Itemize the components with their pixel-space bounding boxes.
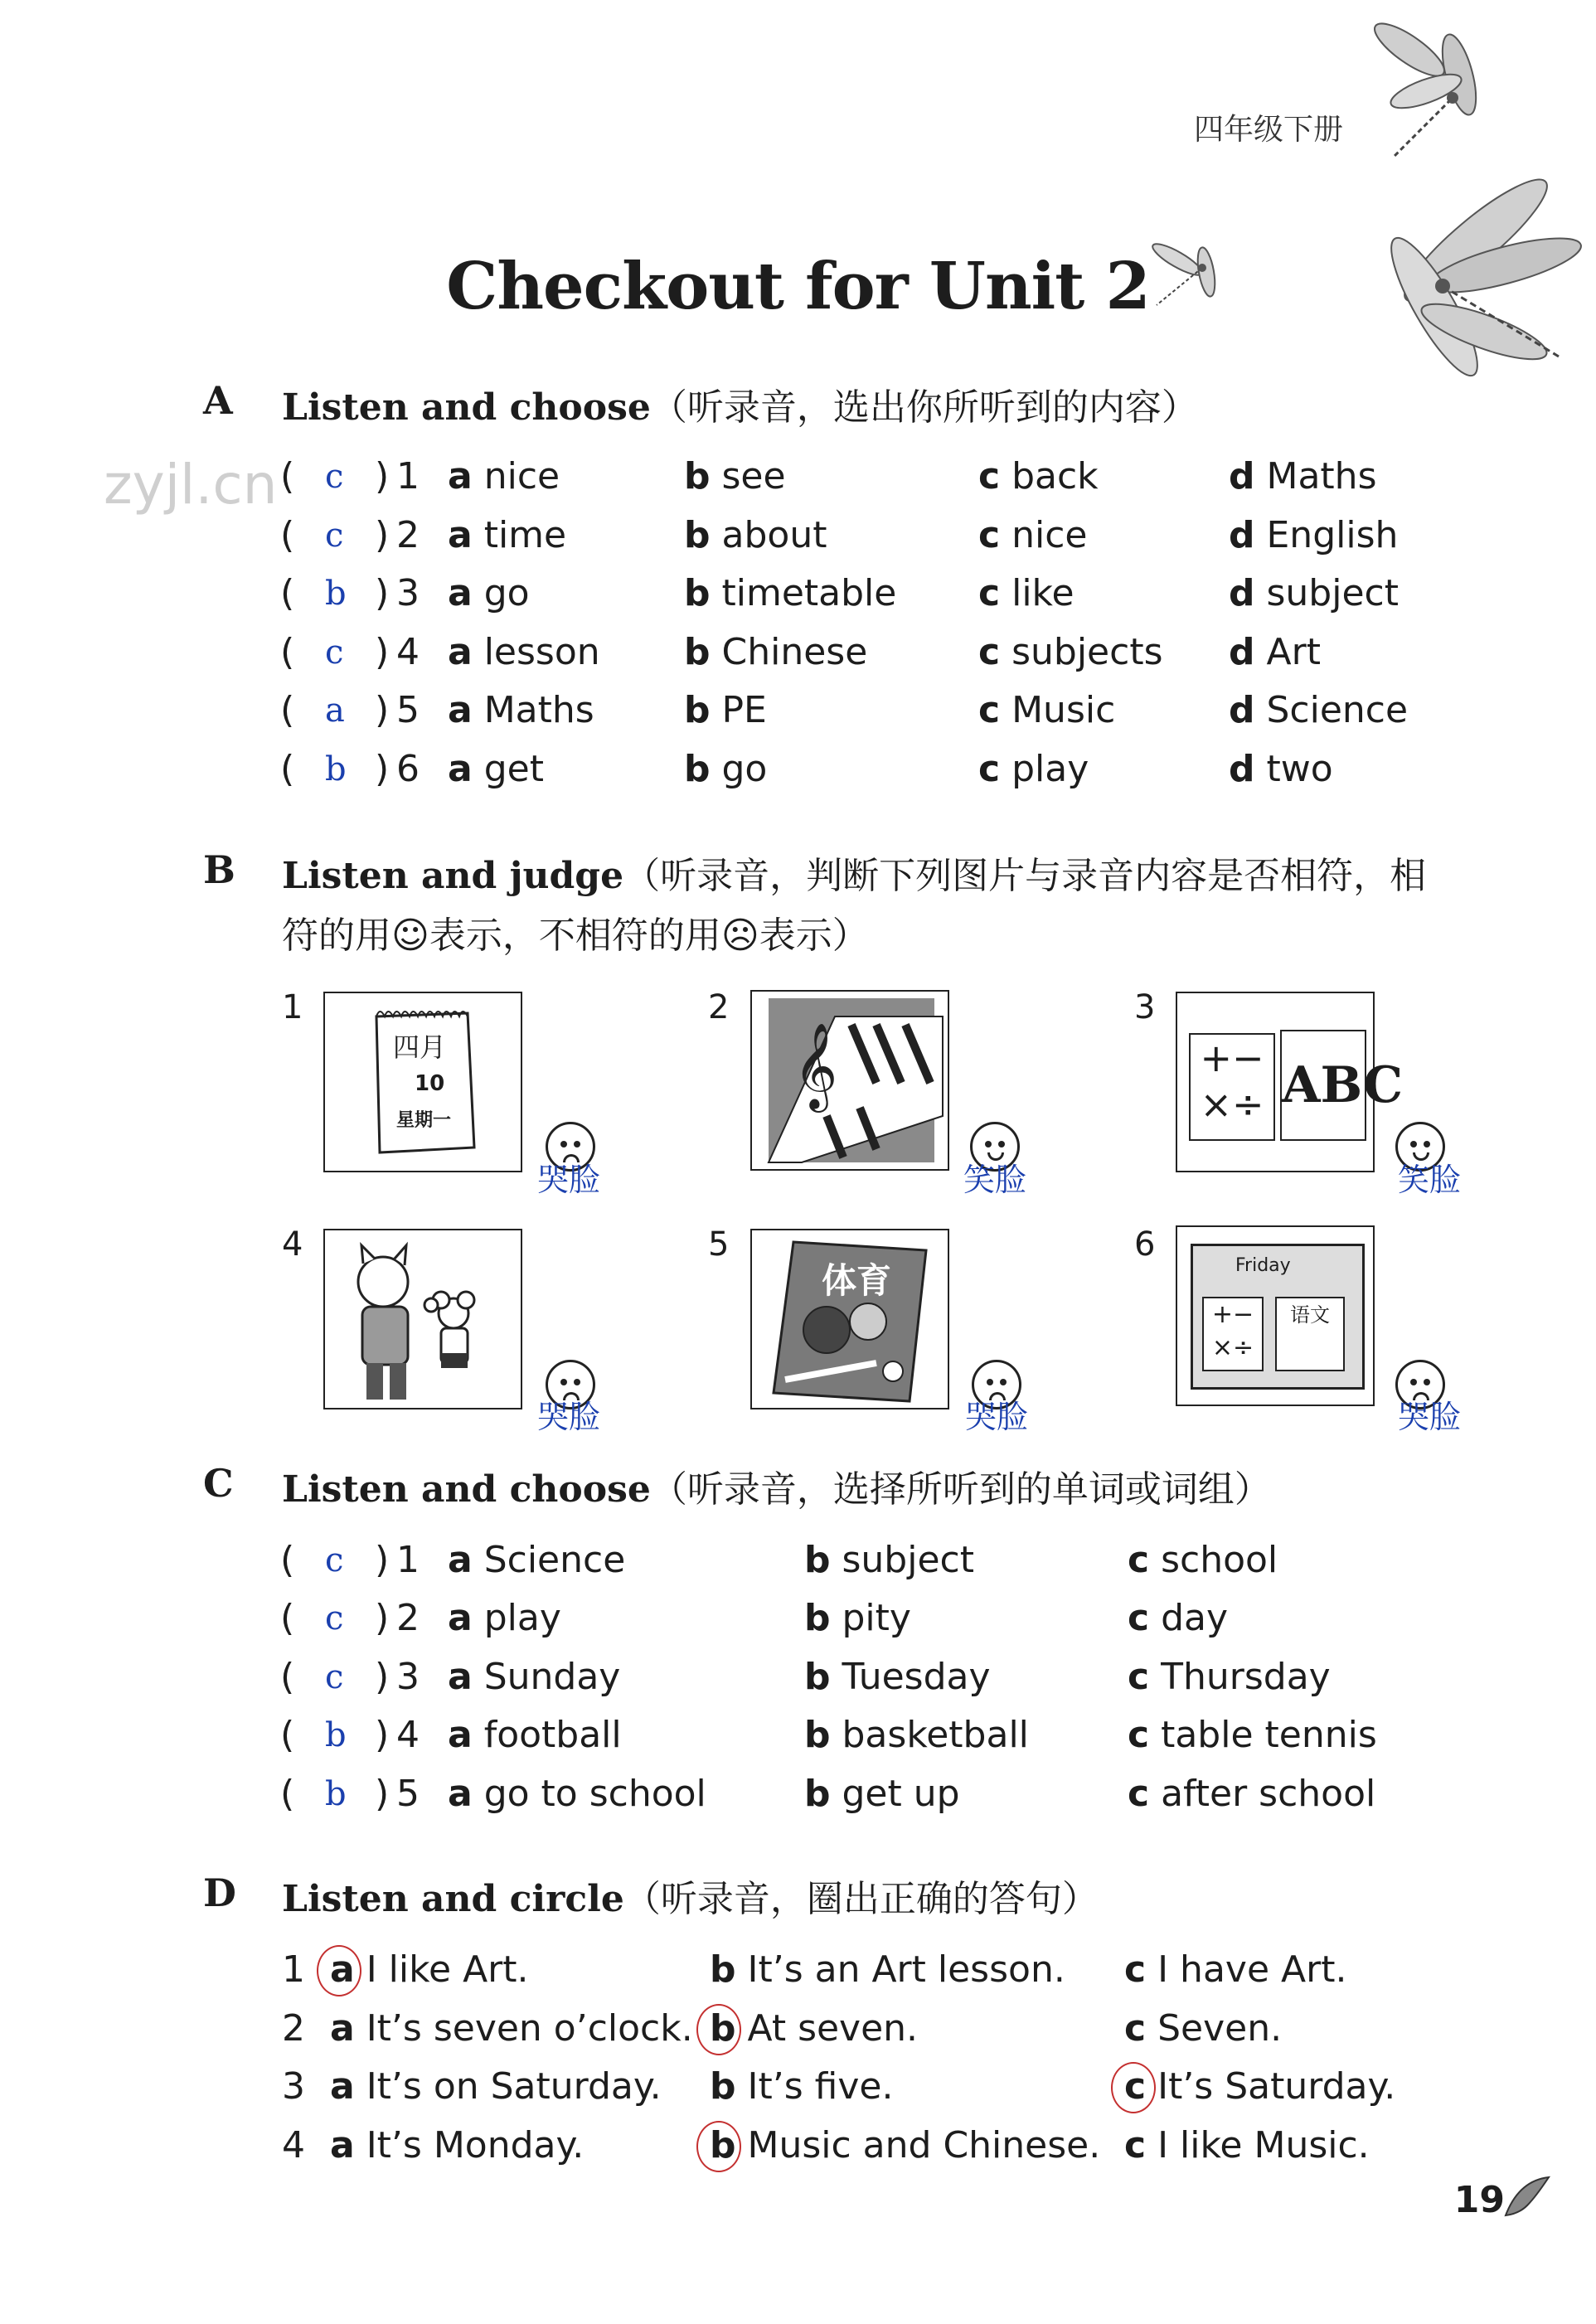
option-text: time [483, 513, 567, 556]
option-c [1128, 1536, 1278, 1585]
option-d [1229, 686, 1408, 735]
option-d [1229, 569, 1399, 619]
section-d-title-en: Listen and circle [282, 1878, 624, 1920]
option-letter: a [330, 2123, 355, 2166]
option-text: It’s on Saturday. [366, 2065, 662, 2108]
paren-open: ( [280, 1539, 295, 1581]
option-text: I have Art. [1157, 1948, 1347, 1991]
option-letter: b [684, 748, 711, 790]
option-c [978, 628, 1163, 677]
picture-cat-mouse [323, 1229, 522, 1409]
question-row [0, 569, 1596, 619]
paren-open: ( [280, 513, 295, 556]
option-letter: a [330, 1948, 355, 1991]
option-text: football [483, 1714, 622, 1757]
option-letter: a [448, 1714, 473, 1757]
timetable-day: Friday [1235, 1255, 1291, 1276]
section-c-title-zh: （听录音，选择所听到的单词或词组） [650, 1468, 1271, 1511]
option-text: It’s five. [747, 2065, 894, 2108]
paren-open: ( [280, 748, 295, 790]
abc-letters-card: ABC [1280, 1030, 1366, 1141]
option-letter: a [448, 572, 473, 615]
paren-open: ( [280, 689, 295, 732]
option-a [448, 1710, 622, 1760]
question-row [0, 511, 1596, 560]
option-letter: d [1229, 455, 1255, 497]
option-text: subject [842, 1539, 974, 1581]
option-letter: a [448, 1539, 473, 1581]
answer-letter: b [325, 1774, 347, 1813]
paren-close: ) [375, 1714, 390, 1757]
option-d [1229, 452, 1377, 502]
face-label-3: 笑脸 [1398, 1162, 1462, 1198]
section-d-title [282, 1869, 1099, 1922]
option-text: subject [1266, 572, 1399, 615]
face-label-5: 哭脸 [965, 1399, 1029, 1435]
question-number: 2 [282, 2006, 305, 2050]
option-text: get up [842, 1772, 960, 1815]
option-b [684, 511, 827, 560]
paren-open: ( [280, 1714, 295, 1757]
option-c [978, 511, 1087, 560]
option-text: play [483, 1597, 561, 1640]
option-letter: a [448, 1655, 473, 1698]
answer-letter: c [325, 1657, 344, 1696]
piano-music-icon [752, 992, 948, 1169]
option-c [1124, 2062, 1395, 2112]
option-letter: c [1124, 1948, 1147, 1991]
option-letter: d [1229, 630, 1255, 673]
section-b-title-line2: 符的用☺表示，不相符的用☹表示） [282, 915, 869, 957]
section-d-letter: D [203, 1870, 236, 1915]
picture-friday-timetable [1176, 1225, 1375, 1406]
option-text: It’s Monday. [366, 2123, 585, 2166]
question-row [0, 2004, 1596, 2054]
answer-letter: c [325, 458, 344, 496]
option-b [710, 2062, 893, 2112]
face-label-6: 哭脸 [1398, 1399, 1462, 1435]
option-letter: c [978, 572, 1001, 615]
math-signs-card: +− ×÷ [1189, 1033, 1275, 1141]
option-letter: b [684, 689, 711, 732]
question-number: 4 [396, 630, 420, 673]
option-text: It’s seven o’clock. [366, 2006, 693, 2050]
option-letter: c [978, 513, 1001, 556]
pe-book-title: 体育 [822, 1260, 892, 1301]
option-text: lesson [483, 630, 600, 673]
option-a [448, 1536, 625, 1585]
option-text: nice [1011, 513, 1088, 556]
option-letter: b [710, 2123, 736, 2166]
paren-close: ) [375, 630, 390, 673]
option-letter: c [1128, 1714, 1150, 1757]
question-number: 3 [282, 2065, 305, 2108]
option-letter: c [1128, 1539, 1150, 1581]
section-b-title-zh-1: （听录音，判断下列图片与录音内容是否相符，相 [623, 855, 1427, 897]
question-row [0, 2062, 1596, 2112]
section-b-title [282, 846, 1426, 899]
option-text: two [1266, 748, 1333, 790]
answer-circle [696, 2004, 741, 2055]
answer-letter: b [325, 575, 347, 614]
question-row [0, 1536, 1596, 1585]
picture-maths-english [1176, 992, 1404, 1172]
paren-close: ) [375, 1655, 390, 1698]
answer-letter: c [325, 516, 344, 555]
option-text: At seven. [747, 2006, 919, 2050]
option-letter: a [448, 1772, 473, 1815]
option-letter: b [804, 1655, 831, 1698]
option-b [804, 1769, 960, 1819]
answer-letter: c [325, 1541, 344, 1579]
option-a [448, 628, 600, 677]
option-letter: b [684, 630, 711, 673]
question-row [0, 1769, 1596, 1819]
option-letter: b [710, 2006, 736, 2050]
answer-circle [696, 2121, 741, 2172]
option-text: play [1011, 748, 1089, 790]
answer-circle [317, 1945, 361, 1997]
option-a [448, 1769, 706, 1819]
answer-letter: b [325, 750, 347, 788]
paren-close: ) [375, 689, 390, 732]
option-letter: b [804, 1772, 831, 1815]
option-letter: c [1124, 2065, 1147, 2108]
option-text: timetable [721, 572, 897, 615]
question-number: 6 [396, 748, 420, 790]
option-a [448, 745, 544, 794]
paren-close: ) [375, 513, 390, 556]
option-letter: a [448, 513, 473, 556]
question-row [0, 1594, 1596, 1643]
answer-letter: a [325, 691, 345, 730]
question-number: 4 [282, 2123, 305, 2166]
question-number: 2 [396, 513, 420, 556]
picture-number-4: 4 [282, 1225, 303, 1264]
paren-close: ) [375, 455, 390, 497]
picture-pe-book [750, 1229, 949, 1409]
option-letter: d [1229, 689, 1255, 732]
option-letter: d [1229, 572, 1255, 615]
option-letter: c [978, 689, 1001, 732]
paren-open: ( [280, 455, 295, 497]
paren-close: ) [375, 1772, 390, 1815]
paren-close: ) [375, 1539, 390, 1581]
option-text: Maths [483, 689, 594, 732]
option-text: school [1161, 1539, 1278, 1581]
option-text: go [483, 572, 530, 615]
option-letter: b [710, 1948, 736, 1991]
option-a [448, 1652, 620, 1702]
answer-letter: b [325, 1716, 347, 1755]
option-text: Music and Chinese. [747, 2123, 1101, 2166]
option-letter: c [1128, 1772, 1150, 1815]
option-text: Art [1266, 630, 1321, 673]
question-number: 2 [396, 1597, 420, 1640]
calendar-weekday: 星期一 [396, 1110, 452, 1131]
option-d [1229, 511, 1398, 560]
section-d-title-zh: （听录音，圈出正确的答句） [623, 1878, 1099, 1920]
timetable-chinese-card: 语文 [1275, 1297, 1345, 1371]
option-letter: c [1124, 2123, 1147, 2166]
option-text: after school [1161, 1772, 1376, 1815]
option-text: Maths [1266, 455, 1377, 497]
option-c [1128, 1652, 1331, 1702]
option-b [804, 1652, 991, 1702]
picture-calendar [323, 992, 522, 1172]
option-c [1128, 1769, 1375, 1819]
question-row [0, 628, 1596, 677]
picture-number-3: 3 [1134, 988, 1156, 1026]
page-number: 19 [1453, 2179, 1505, 2221]
option-a [448, 569, 530, 619]
face-label-2: 笑脸 [963, 1162, 1027, 1198]
option-letter: c [1128, 1597, 1150, 1640]
option-letter: d [1229, 748, 1255, 790]
option-letter: b [804, 1597, 831, 1640]
question-row [0, 686, 1596, 735]
option-text: Sunday [483, 1655, 621, 1698]
paren-open: ( [280, 1655, 295, 1698]
picture-number-1: 1 [282, 988, 303, 1026]
option-b [684, 569, 896, 619]
option-text: like [1011, 572, 1075, 615]
question-number: 1 [396, 455, 420, 497]
option-letter: b [804, 1539, 831, 1581]
paren-close: ) [375, 1597, 390, 1640]
option-text: PE [721, 689, 767, 732]
leaf-icon [1502, 2172, 1552, 2222]
section-b-letter: B [203, 847, 235, 892]
option-text: back [1011, 455, 1099, 497]
page-title: Checkout for Unit 2 [446, 249, 1150, 324]
question-row [0, 745, 1596, 794]
question-row [0, 1710, 1596, 1760]
option-d [1229, 745, 1333, 794]
option-text: It’s an Art lesson. [747, 1948, 1065, 1991]
option-text: go [721, 748, 768, 790]
option-letter: b [684, 572, 711, 615]
picture-music [750, 990, 949, 1171]
section-c-title-en: Listen and choose [282, 1468, 651, 1511]
paren-open: ( [280, 572, 295, 615]
option-letter: a [448, 630, 473, 673]
question-number: 1 [282, 1948, 305, 1991]
option-letter: c [1128, 1655, 1150, 1698]
option-letter: a [448, 455, 473, 497]
grade-label: 四年级下册 [1194, 113, 1344, 147]
option-b [804, 1536, 974, 1585]
option-letter: b [684, 513, 711, 556]
option-b [684, 686, 767, 735]
option-letter: a [330, 2006, 355, 2050]
option-letter: b [710, 2065, 736, 2108]
section-c-title [282, 1459, 1271, 1512]
option-text: get [483, 748, 544, 790]
option-letter: c [978, 630, 1001, 673]
calendar-day: 10 [415, 1071, 445, 1096]
option-text: go to school [483, 1772, 706, 1815]
option-c [978, 569, 1075, 619]
option-text: see [721, 455, 786, 497]
option-b [684, 628, 867, 677]
paren-open: ( [280, 630, 295, 673]
face-label-4: 哭脸 [537, 1399, 601, 1435]
option-text: nice [483, 455, 560, 497]
question-number: 1 [396, 1539, 420, 1581]
option-text: subjects [1011, 630, 1163, 673]
answer-circle [1111, 2062, 1156, 2113]
paren-open: ( [280, 1772, 295, 1815]
option-a [448, 686, 594, 735]
option-text: day [1161, 1597, 1229, 1640]
paren-close: ) [375, 748, 390, 790]
option-letter: c [978, 455, 1001, 497]
section-a-title-en: Listen and choose [282, 386, 651, 429]
question-row [0, 1945, 1596, 1995]
section-c-letter: C [203, 1461, 234, 1506]
option-a [330, 2004, 693, 2054]
option-text: Thursday [1161, 1655, 1331, 1698]
picture-number-6: 6 [1134, 1225, 1156, 1264]
question-number: 3 [396, 572, 420, 615]
option-c [978, 745, 1089, 794]
option-b [684, 745, 767, 794]
option-text: Tuesday [842, 1655, 991, 1698]
option-b [710, 1945, 1065, 1995]
option-letter: c [1124, 2006, 1147, 2050]
option-letter: a [448, 748, 473, 790]
option-b [804, 1710, 1029, 1760]
option-text: table tennis [1161, 1714, 1377, 1757]
section-b-title-en: Listen and judge [282, 855, 624, 897]
calendar-month: 四月 [393, 1031, 447, 1063]
option-a [330, 2062, 662, 2112]
option-text: Science [1266, 689, 1409, 732]
answer-letter: c [325, 633, 344, 672]
option-text: about [721, 513, 827, 556]
option-a [330, 2121, 584, 2171]
cat-and-mouse-icon [325, 1230, 521, 1408]
option-letter: c [978, 748, 1001, 790]
watermark: zyjl.cn [104, 453, 278, 517]
option-letter: a [448, 1597, 473, 1640]
question-number: 4 [396, 1714, 420, 1757]
option-b [710, 2121, 1100, 2171]
option-letter: b [684, 455, 711, 497]
option-text: pity [842, 1597, 911, 1640]
option-c [1128, 1594, 1228, 1643]
timetable-maths-card: +− ×÷ [1202, 1297, 1264, 1371]
question-row [0, 2121, 1596, 2171]
option-letter: b [804, 1714, 831, 1757]
option-text: Music [1011, 689, 1116, 732]
svg-text:𝄞: 𝄞 [793, 1022, 838, 1109]
option-a [448, 1594, 561, 1643]
option-text: Seven. [1157, 2006, 1283, 2050]
option-letter: d [1229, 513, 1255, 556]
option-text: English [1266, 513, 1399, 556]
option-d [1229, 628, 1321, 677]
option-letter: a [330, 2065, 355, 2108]
option-c [978, 686, 1115, 735]
option-text: I like Music. [1157, 2123, 1370, 2166]
option-c [1124, 1945, 1346, 1995]
paren-close: ) [375, 572, 390, 615]
option-c [1124, 2121, 1370, 2171]
answer-letter: c [325, 1599, 344, 1638]
option-c [1124, 2004, 1282, 2054]
question-number: 5 [396, 1772, 420, 1815]
option-a [448, 511, 566, 560]
option-b [804, 1594, 911, 1643]
option-text: Chinese [721, 630, 868, 673]
question-row [0, 452, 1596, 502]
option-text: It’s Saturday. [1157, 2065, 1396, 2108]
option-text: basketball [842, 1714, 1029, 1757]
option-letter: a [448, 689, 473, 732]
picture-number-5: 5 [708, 1225, 730, 1264]
option-c [1128, 1710, 1377, 1760]
picture-number-2: 2 [708, 988, 730, 1026]
option-a [448, 452, 560, 502]
dragonfly-decoration-top [1360, 17, 1526, 182]
question-number: 5 [396, 689, 420, 732]
option-c [978, 452, 1099, 502]
paren-open: ( [280, 1597, 295, 1640]
option-text: Science [483, 1539, 626, 1581]
section-a-letter: A [203, 378, 233, 423]
face-label-1: 哭脸 [537, 1162, 601, 1198]
option-text: I like Art. [366, 1948, 529, 1991]
option-b [684, 452, 786, 502]
question-row [0, 1652, 1596, 1702]
section-a-title-zh: （听录音，选出你所听到的内容） [650, 386, 1198, 429]
question-number: 3 [396, 1655, 420, 1698]
section-a-title [282, 377, 1198, 430]
